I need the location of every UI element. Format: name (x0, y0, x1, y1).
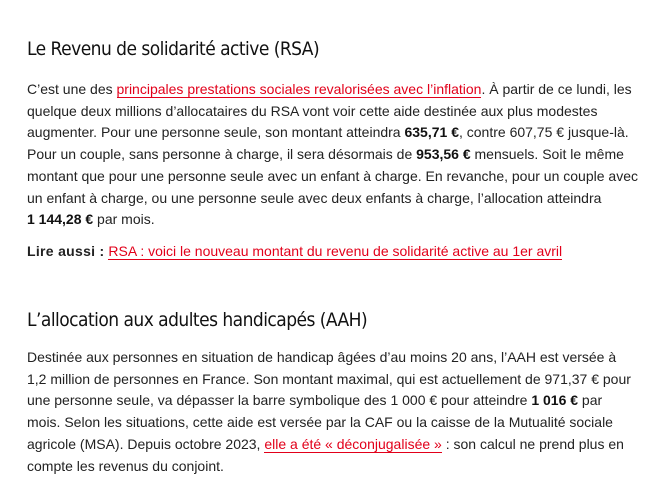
amount-aah: 1 016 € (531, 392, 579, 409)
paragraph-aah (27, 347, 639, 477)
text-span: Destinée aux personnes en situation de handicap âgées d’au moins 20 ans, l’AAH est versée à 1,2 million de personnes en France. Son montant maximal, qui est actuellement de 971,37 € pour une personne seule, va dépasser la barre symbolique des 1 000 € pour atteindre (27, 349, 631, 409)
text-span: . À partir de ce lundi, les quelque deux millions d’allocataires du RSA vont voir cette aide destinée aux plus modestes augmenter. Pour une personne seule, son montant atteindra (27, 81, 632, 141)
text-span: , contre 607,75 € jusque-là. Pour un couple, sans personne à charge, il sera désormais de (27, 124, 629, 163)
link-rsa-new-amount[interactable]: RSA : voici le nouveau montant du revenu de solidarité active au 1er avril (108, 243, 563, 259)
text-span: par mois. Selon les situations, cette aide est versée par la CAF ou la caisse de la Mutualité sociale agricole (MSA). Depuis octobre 2023, (27, 392, 613, 452)
paragraph-rsa (27, 79, 639, 231)
link-inflation-benefits[interactable]: principales prestations sociales revalorisées avec l’inflation (116, 81, 482, 97)
text-span: mensuels. Soit le même montant que pour une personne seule avec un enfant à charge. En revanche, pour un couple avec un enfant à charge, ou une personne seule avec deux enfants à charge, l’allocation atteindra (27, 146, 638, 206)
section-title-aah: L’allocation aux adultes handicapés (AAH) (27, 309, 368, 331)
read-also (27, 241, 639, 263)
amount-single: 635,71 € (404, 124, 459, 141)
text-span: C’est une des (27, 81, 117, 97)
read-also-label: Lire aussi : (27, 243, 105, 259)
amount-couple: 953,56 € (416, 146, 471, 163)
amount-family: 1 144,28 € (27, 211, 94, 228)
link-deconjugalisee[interactable]: elle a été « déconjugalisée » (264, 435, 442, 452)
text-span: par mois. (93, 211, 155, 228)
section-title-rsa: Le Revenu de solidarité active (RSA) (27, 38, 320, 60)
text-span: : son calcul ne prend plus en compte les revenus du conjoint. (27, 435, 624, 474)
